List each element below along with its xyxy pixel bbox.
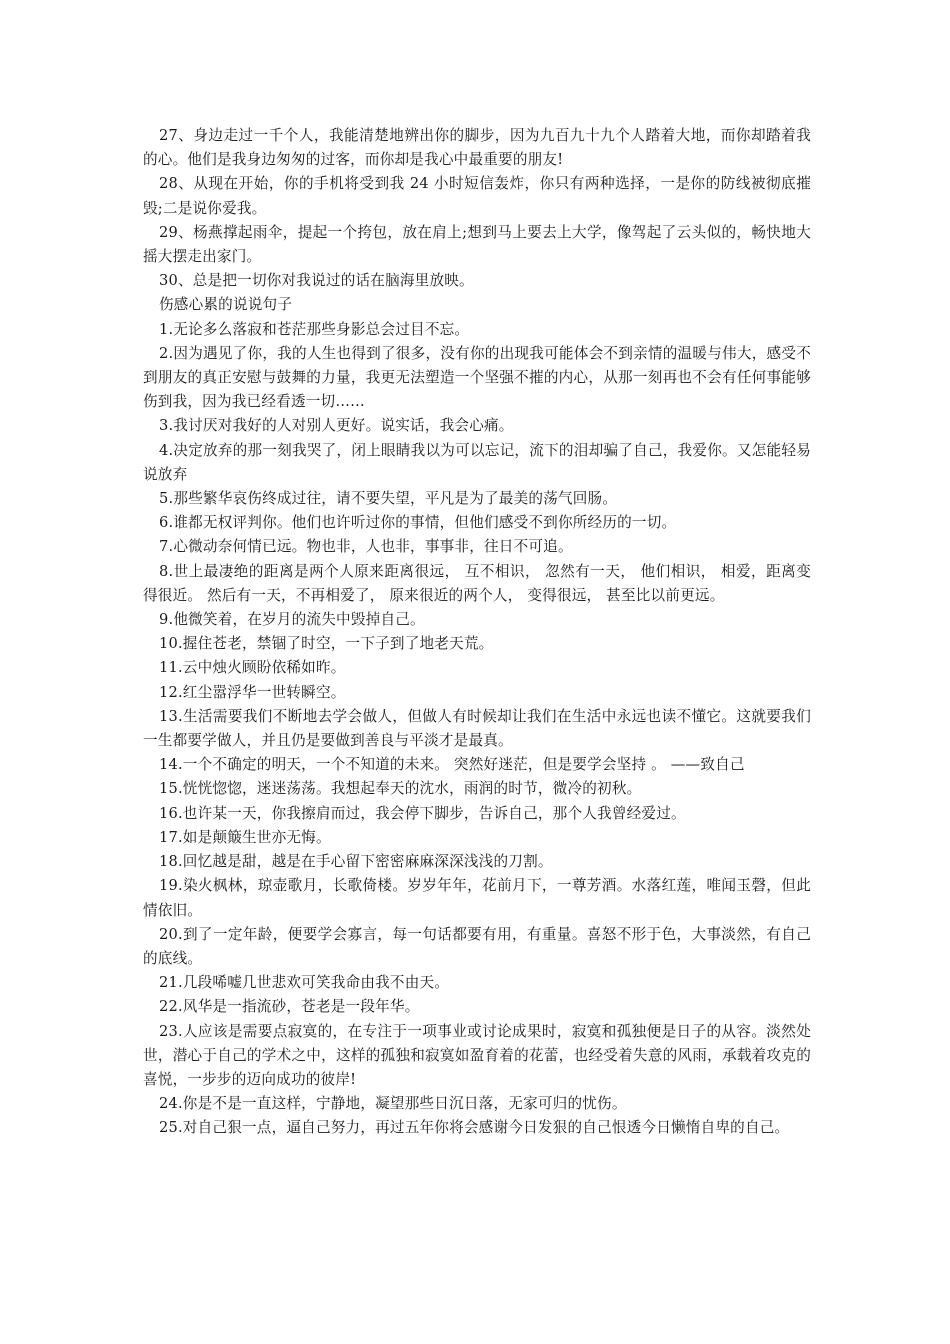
paragraph-29: 29、杨燕撑起雨伞，提起一个挎包，放在肩上;想到马上要去上大学，像驾起了云头似的，畅快地大摇大摆走出家门。 [143,223,811,266]
list-item-9: 9.他微笑着，在岁月的流失中毁掉自己。 [159,611,425,629]
list-item-5: 5.那些繁华哀伤终成过往，请不要失望，平凡是为了最美的荡气回肠。 [159,490,618,508]
list-item-3: 3.我讨厌对我好的人对别人更好。说实话，我会心痛。 [159,417,514,435]
paragraph-28: 28、从现在开始，你的手机将受到我 24 小时短信轰炸，你只有两种选择，一是你的防线被彻底摧毁;二是说你爱我。 [143,175,811,217]
list-item-11: 11.云中烛火顾盼依稀如昨。 [159,659,346,677]
section-heading: 伤感心累的说说句子 [159,296,293,314]
list-item-23: 23.人应该是需要点寂寞的，在专注于一项事业或讨论成果时，寂寞和孤独便是日子的从容。淡然处世，潜心于自己的学术之中，这样的孤独和寂寞如盈育着的花蕾，也经受着失意的风雨，承载着攻克的喜悦，一步步的迈向成功的彼岸! [143,1022,811,1088]
list-item-4: 4.决定放弃的那一刻我哭了，闭上眼睛我以为可以忘记，流下的泪却骗了自己，我爱你。又怎能轻易说放弃 [143,441,811,483]
list-item-12: 12.红尘嚣浮华一世转瞬空。 [159,683,346,701]
document-body [143,124,811,1141]
list-item-2: 2.因为遇见了你，我的人生也得到了很多，没有你的出现我可能体会不到亲情的温暖与伟大，感受不到朋友的真正安慰与鼓舞的力量，我更无法塑造一个坚强不摧的内心，从那一刻再也不会有任何事能够伤到我，因为我已经看透一切…… [143,344,811,411]
list-item-14: 14.一个不确定的明天，一个不知道的未来。 突然好迷茫，但是要学会坚持 。 ——致自己 [159,756,745,774]
list-item-15: 15.恍恍惚惚，迷迷荡荡。我想起奉天的沈水，雨润的时节，微冷的初秋。 [159,780,642,798]
list-item-8: 8.世上最凄绝的距离是两个人原来距离很远， 互不相识， 忽然有一天， 他们相识， 相爱，距离变得很近。 然后有一天，不再相爱了， 原来很近的两个人， 变得很远， 甚至比以前更远。 [143,562,811,604]
list-item-16: 16.也许某一天，你我擦肩而过，我会停下脚步，告诉自己，那个人我曾经爱过。 [159,804,686,822]
list-item-1: 1.无论多么落寂和苍茫那些身影总会过目不忘。 [159,320,470,338]
list-item-20: 20.到了一定年龄，便要学会寡言，每一句话都要有用，有重量。喜怒不形于色，大事淡然，有自己的底线。 [143,925,811,967]
list-item-13: 13.生活需要我们不断地去学会做人，但做人有时候却让我们在生活中永远也读不懂它。这就要我们一生都要学做人，并且仍是要做到善良与平淡才是最真。 [143,707,811,750]
list-item-17: 17.如是颠簸生世亦无悔。 [159,828,331,846]
list-item-19: 19.染火枫林，琼壶歌月，长歌倚楼。岁岁年年，花前月下，一尊芳酒。水落红莲，唯闻玉磬，但此情依旧。 [143,877,811,919]
paragraph-27: 27、身边走过一千个人，我能清楚地辨出你的脚步，因为九百九十九个人踏着大地，而你却踏着我的心。他们是我身边匆匆的过客，而你却是我心中最重要的朋友! [143,127,811,169]
list-item-24: 24.你是不是一直这样，宁静地，凝望那些日沉日落，无家可归的忧伤。 [159,1095,627,1113]
list-item-22: 22.风华是一指流砂，苍老是一段年华。 [159,998,420,1016]
list-item-21: 21.几段唏嘘几世悲欢可笑我命由我不由天。 [159,974,450,992]
list-item-25: 25.对自己狠一点，逼自己努力，再过五年你将会感谢今日发狠的自己恨透今日懒惰自卑的自己。 [159,1119,790,1137]
paragraph-30: 30、总是把一切你对我说过的话在脑海里放映。 [159,272,474,290]
list-item-7: 7.心微动奈何情已远。物也非，人也非，事事非，往日不可追。 [159,538,573,556]
list-item-18: 18.回忆越是甜，越是在手心留下密密麻麻深深浅浅的刀割。 [159,853,553,871]
list-item-6: 6.谁都无权评判你。他们也许听过你的事情，但他们感受不到你所经历的一切。 [159,514,677,532]
list-item-10: 10.握住苍老，禁锢了时空，一下子到了地老天荒。 [159,635,494,653]
